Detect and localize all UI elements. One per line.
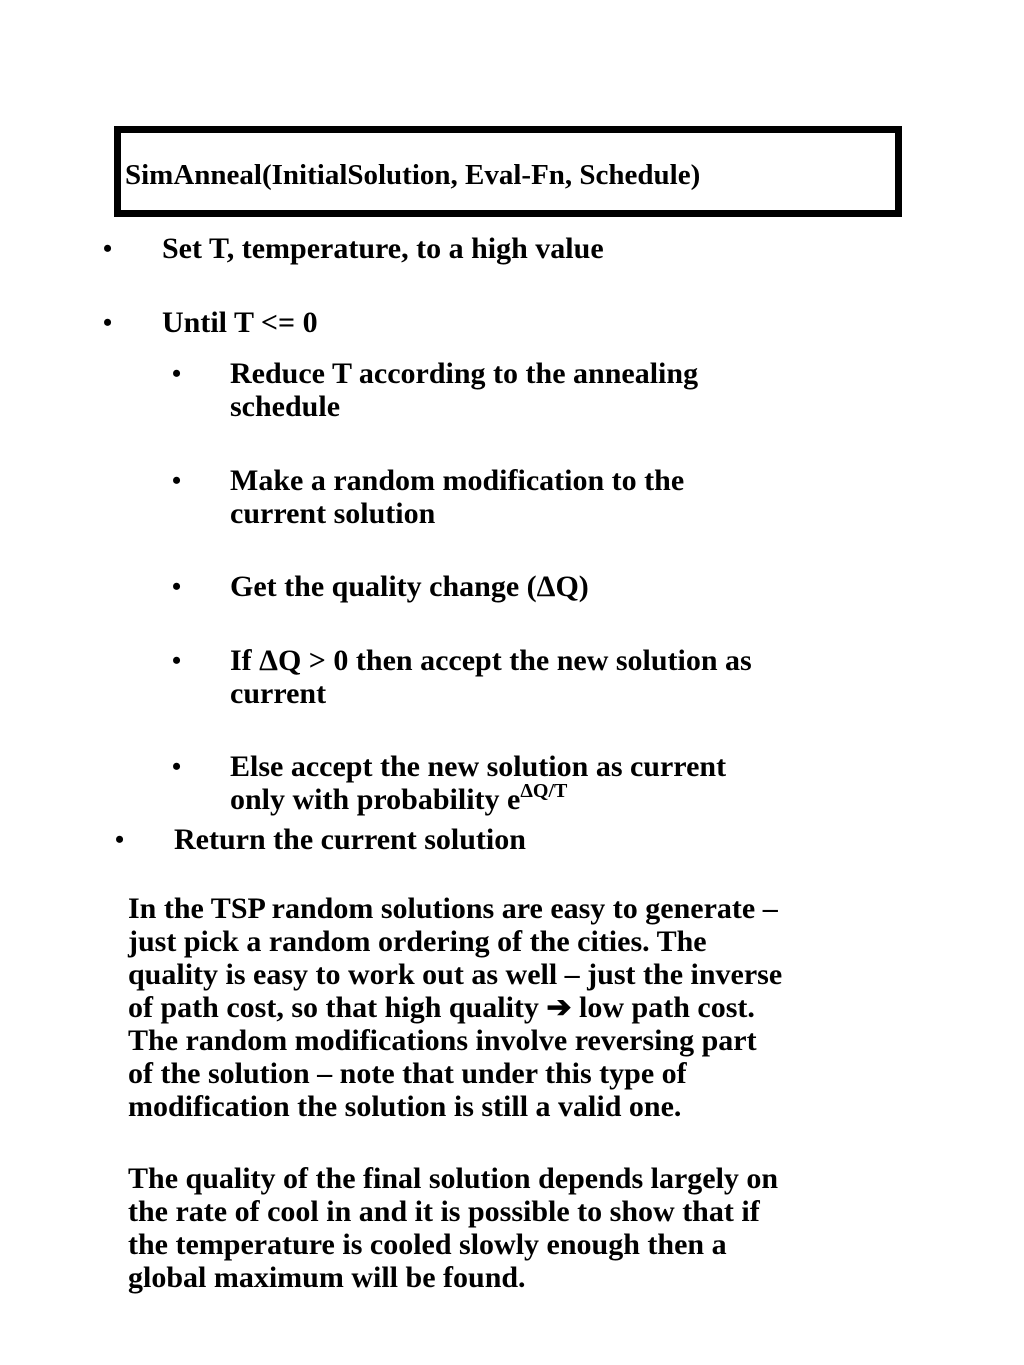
tsp-explanation-paragraph (128, 892, 888, 1123)
text-line: quality is easy to work out as well – just the inverse (128, 958, 783, 991)
bullet-icon: • (115, 825, 125, 854)
text-line: Reduce T according to the annealing (230, 357, 699, 390)
algorithm-title: SimAnneal(InitialSolution, Eval-Fn, Schedule) (125, 159, 701, 191)
step-set-temperature: Set T, temperature, to a high value (162, 232, 604, 265)
step-reduce-temperature (230, 357, 698, 423)
algorithm-title-box (114, 126, 902, 217)
probability-text: only with probability e (230, 783, 521, 816)
bullet-icon: • (103, 308, 113, 337)
bullet-icon: • (172, 466, 182, 495)
text-line: of the solution – note that under this type of (128, 1057, 687, 1090)
step-random-modification (230, 464, 684, 530)
text-line (230, 780, 726, 820)
text-line: the rate of cool in and it is possible to show that if (128, 1195, 760, 1228)
bullet-icon: • (172, 646, 182, 675)
bullet-icon: • (172, 752, 182, 781)
text-line: current solution (230, 497, 436, 530)
text-line: If ΔQ > 0 then accept the new solution as (230, 644, 752, 677)
text-line: In the TSP random solutions are easy to generate – (128, 892, 778, 925)
bullet-icon: • (103, 234, 113, 263)
cooling-rate-paragraph (128, 1162, 888, 1294)
bullet-icon: • (172, 572, 182, 601)
step-accept-with-probability (230, 750, 726, 820)
text-line: global maximum will be found. (128, 1261, 526, 1294)
step-return-solution: Return the current solution (174, 823, 526, 856)
text-line: modification the solution is still a valid one. (128, 1090, 682, 1123)
text-line: Else accept the new solution as current (230, 750, 727, 783)
probability-exponent: ΔQ/T (520, 780, 568, 802)
text-line: the temperature is cooled slowly enough then a (128, 1228, 727, 1261)
text-line: of path cost, so that high quality ➔ low path cost. (128, 991, 755, 1024)
text-line: schedule (230, 390, 341, 423)
step-accept-if-better (230, 644, 752, 710)
step-quality-change: Get the quality change (ΔQ) (230, 570, 589, 603)
text-line: The quality of the final solution depends largely on (128, 1162, 779, 1195)
bullet-icon: • (172, 359, 182, 388)
text-line: current (230, 677, 327, 710)
text-line: The random modifications involve reversing part (128, 1024, 757, 1057)
text-line: Make a random modification to the (230, 464, 685, 497)
step-until-loop: Until T <= 0 (162, 306, 318, 339)
text-line: just pick a random ordering of the cities. The (128, 925, 707, 958)
